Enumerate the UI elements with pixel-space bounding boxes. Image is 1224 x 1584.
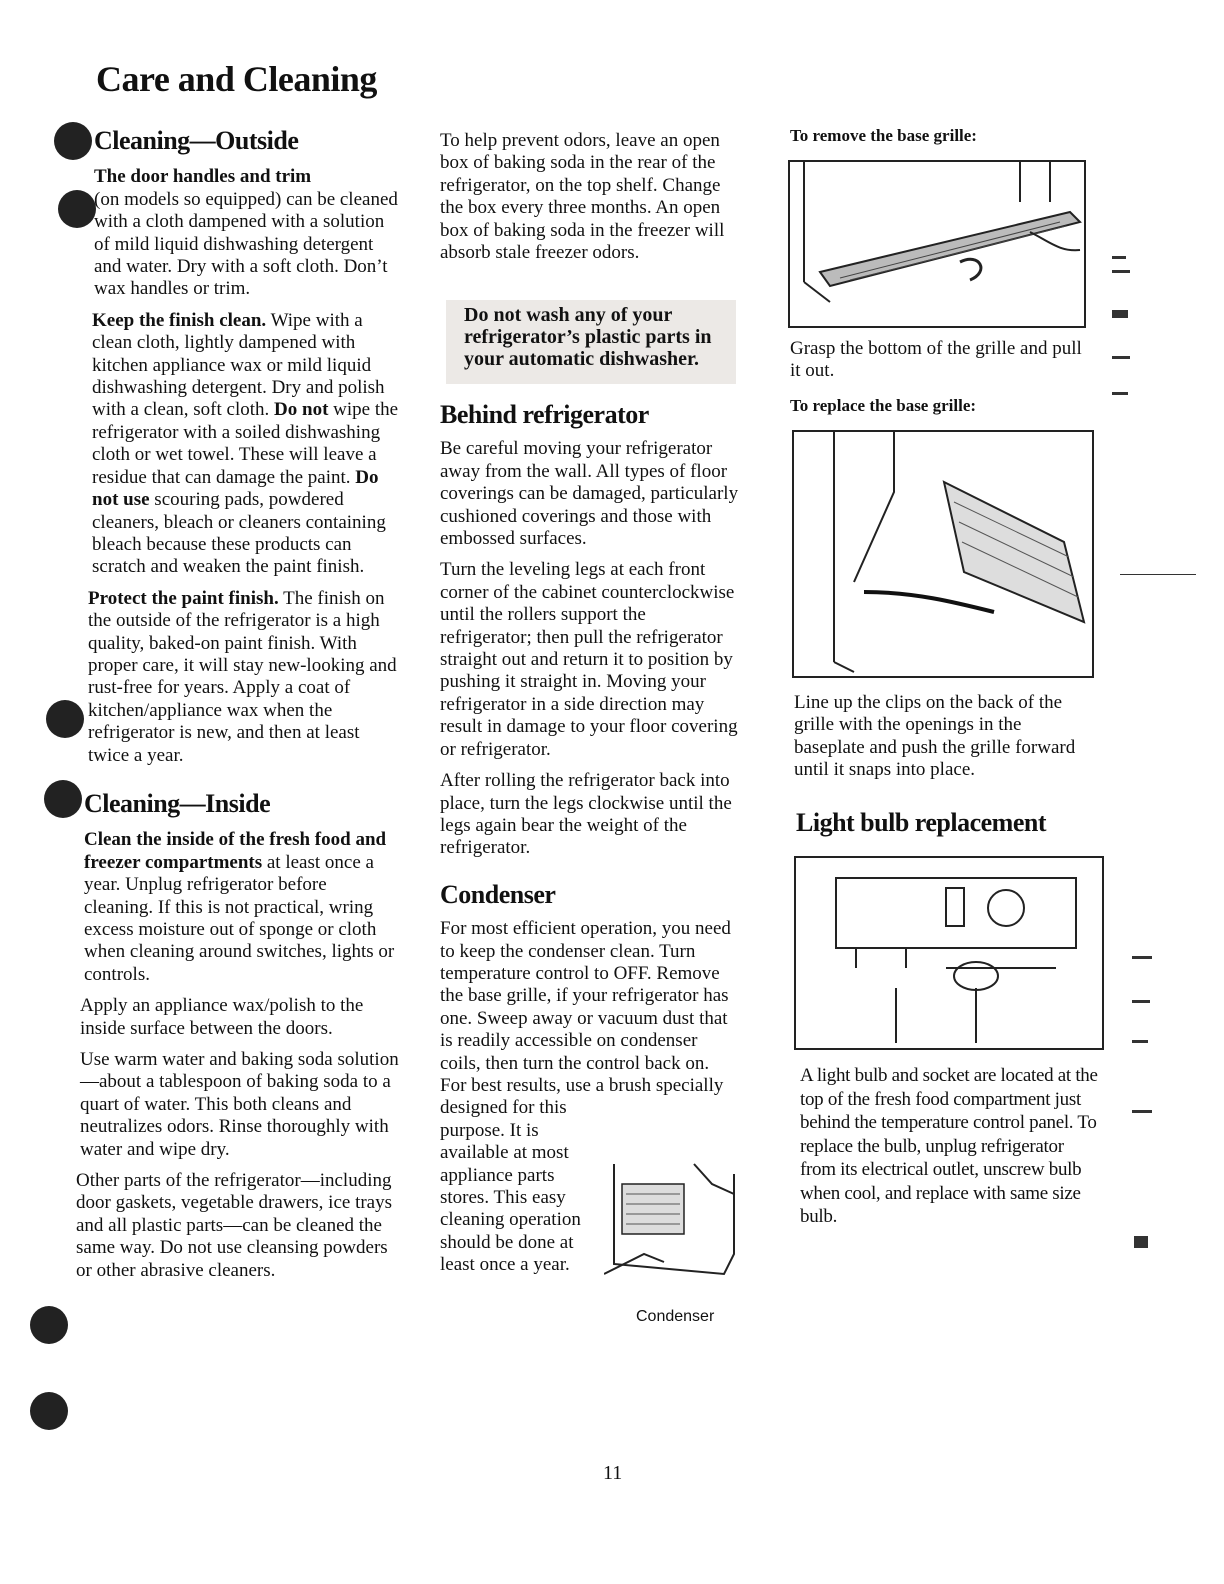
bold-lead: Keep the finish clean.: [92, 309, 267, 331]
remove-grille-illustration: [788, 160, 1086, 328]
heading-behind-refrigerator: Behind refrigerator: [440, 400, 649, 429]
heading-light-bulb: Light bulb replacement: [796, 808, 1046, 837]
paragraph-finish: [92, 310, 400, 579]
body-text: Wipe with a clean cloth, lightly dampened with kitchen appliance wax or mild liquid dishwashing detergent. Dry and polish with a clean, soft cloth.: [92, 309, 385, 421]
callout-text: Do not wash any of your refrigerator’s plastic parts in your automatic dishwasher.: [464, 304, 712, 370]
remove-grille-text: Grasp the bottom of the grille and pull it out.: [790, 338, 1082, 382]
replace-grille-illustration: [792, 430, 1094, 678]
paragraph-odors: To help prevent odors, leave an open box of baking soda in the rear of the refrigerator, on the top shelf. Change the box every three months. An open box of baking soda in the freezer will absorb stale freezer odors.: [440, 130, 725, 264]
paragraph-door-handles: [94, 166, 400, 300]
heading-cleaning-outside: Cleaning—Outside: [94, 126, 299, 155]
replace-grille-text: Line up the clips on the back of the grille with the openings in the baseplate and push the grille forward until it snaps into place.: [794, 692, 1076, 781]
scan-mark: [1132, 1000, 1150, 1003]
remove-grille-heading: To remove the base grille:: [790, 126, 977, 145]
scan-mark: [1120, 574, 1196, 575]
page-title: Care and Cleaning: [96, 59, 377, 99]
paragraph-condenser-1: For most efficient operation, you need to keep the condenser clean. Turn temperature control to OFF. Remove the base grille, if your refrigerator has one. Sweep away or vacuum dust that is readily accessible on condenser coils, then turn the control back on. For best results, use a brush specially: [440, 918, 731, 1096]
binder-hole: [46, 700, 84, 738]
scan-mark: [1112, 256, 1126, 259]
scan-mark: [1112, 310, 1128, 318]
paragraph-behind-1: Be careful moving your refrigerator away from the wall. All types of floor coverings can be damaged, particularly cushioned coverings and those with embossed surfaces.: [440, 438, 739, 550]
body-text: at least once a year. Unplug refrigerator before cleaning. If this is not practical, wring excess moisture out of sponge or cloth when cleaning around switches, lights or controls.: [84, 851, 395, 985]
body-text: scouring pads, powdered cleaners, bleach or cleaners containing bleach because these products can scratch and weaken the paint finish.: [92, 489, 386, 578]
scan-mark: [1112, 356, 1130, 359]
scan-mark: [1112, 392, 1128, 395]
light-bulb-text: A light bulb and socket are located at the top of the fresh food compartment just behind the temperature control panel. To replace the bulb, unplug refrigerator from its electrical outlet, unscrew bulb when cool, and replace with same size bulb.: [800, 1065, 1098, 1227]
paragraph-other-parts: Other parts of the refrigerator—including door gaskets, vegetable drawers, ice trays and all plastic parts—can be cleaned the same way. Do not use cleansing powders or other abrasive cleaners.: [76, 1170, 393, 1281]
scan-mark: [1112, 270, 1130, 273]
body-text: wipe the refrigerator with a soiled dishwashing cloth or wet towel. These will leave a residue that can damage the paint.: [92, 399, 399, 488]
bold-lead: Do not use: [92, 466, 379, 511]
paragraph-behind-3: After rolling the refrigerator back into place, turn the legs clockwise until the legs again bear the weight of the refrigerator.: [440, 770, 732, 859]
remove-grille-drawing: [790, 162, 1084, 326]
binder-hole: [44, 780, 82, 818]
binder-hole: [30, 1392, 68, 1430]
scan-mark: [1134, 1236, 1148, 1248]
paragraph-protect: [88, 588, 400, 767]
scan-mark: [1132, 1110, 1152, 1113]
scan-mark: [1132, 956, 1152, 959]
bold-lead: Do not: [274, 399, 329, 421]
binder-hole: [30, 1306, 68, 1344]
control-panel-drawing: [796, 858, 1102, 1048]
scan-mark: [1132, 1040, 1148, 1043]
paragraph-inside: [84, 829, 400, 986]
heading-cleaning-inside: Cleaning—Inside: [84, 788, 271, 818]
column-1: [76, 126, 400, 1291]
paragraph-behind-2: Turn the leveling legs at each front corner of the cabinet counterclockwise until the rollers support the refrigerator; then pull the refrigerator straight out and return it to position by pushing it straight in. Moving your refrigerator in a side direction may result in damage to your floor covering or refrigerator.: [440, 559, 738, 760]
paragraph-wax: Apply an appliance wax/polish to the inside surface between the doors.: [80, 995, 364, 1039]
replace-grille-heading: To replace the base grille:: [790, 396, 977, 415]
replace-grille-drawing: [794, 432, 1092, 676]
bold-lead: Clean the inside of the fresh food and freezer compartments: [84, 829, 387, 873]
warning-callout: [446, 300, 736, 384]
bold-lead: The door handles and trim: [94, 166, 312, 188]
page-number: 11: [603, 1462, 623, 1484]
body-text: (on models so equipped) can be cleaned with a cloth dampened with a solution of mild liquid dishwashing detergent and water. Dry with a soft cloth. Don’t wax handles or trim.: [94, 188, 398, 300]
condenser-drawing: [604, 1154, 744, 1284]
light-bulb-illustration: [794, 856, 1104, 1050]
body-text: The finish on the outside of the refrigerator is a high quality, baked-on paint finish. With proper care, it will stay new-looking and rust-free for years. Apply a coat of kitchen/appliance wax when the refrigerator is new, and then at least twice a year.: [88, 587, 397, 766]
condenser-caption: Condenser: [636, 1308, 715, 1325]
condenser-illustration: [604, 1154, 744, 1284]
heading-condenser: Condenser: [440, 879, 556, 909]
paragraph-condenser-2: designed for this purpose. It is available at most appliance parts stores. This easy cleaning operation should be done at least once a year.: [440, 1097, 581, 1276]
paragraph-warm-water: Use warm water and baking soda solution—about a tablespoon of baking soda to a quart of water. This both cleans and neutralizes odors. Rinse thoroughly with water and wipe dry.: [80, 1049, 399, 1160]
column-2: [440, 130, 740, 273]
bold-lead: Protect the paint finish.: [88, 587, 279, 609]
